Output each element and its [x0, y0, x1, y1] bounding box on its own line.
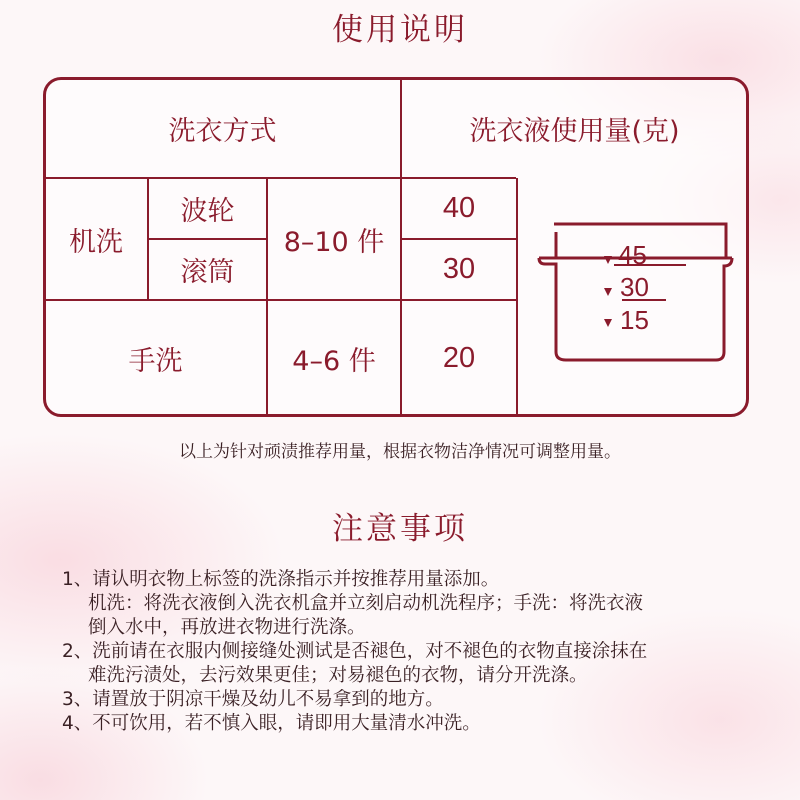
- drum-label: 滚筒: [180, 257, 235, 288]
- note-line: 难洗污渍处，去污效果更佳；对易褪色的衣物，请分开洗涤。: [88, 665, 588, 686]
- header-wash-method: 洗衣方式: [168, 115, 277, 147]
- note-line: 3、请置放于阴凉干燥及幼儿不易拿到的地方。: [62, 689, 444, 710]
- note-line: 1、请认明衣物上标签的洗涤指示并按推荐用量添加。: [62, 569, 500, 590]
- machine-load-count: 8–10 件: [283, 226, 385, 258]
- drum-amount: 30: [442, 253, 476, 285]
- machine-wash-label: 机洗: [69, 226, 123, 258]
- note-line: 机洗：将洗衣液倒入洗衣机盒并立刻启动机洗程序；手洗：将洗衣液: [88, 593, 644, 614]
- note-line: 4、不可饮用，若不慎入眼，请即用大量清水冲洗。: [62, 713, 481, 734]
- measuring-cup-icon: [536, 222, 736, 368]
- hand-load-count: 4–6 件: [292, 345, 376, 377]
- header-detergent-amount: 洗衣液使用量(克): [469, 115, 680, 147]
- hand-wash-label: 手洗: [128, 345, 183, 377]
- notes-list: [62, 568, 762, 736]
- table-divider-amount: [516, 178, 518, 415]
- note-line: 2、洗前请在衣服内侧接缝处测试是否褪色，对不褪色的衣物直接涂抹在: [62, 641, 648, 662]
- hand-amount: 20: [442, 341, 476, 374]
- notes-title: 注意事项: [332, 511, 468, 547]
- cup-mark-45: 45: [618, 240, 647, 270]
- impeller-amount: 40: [442, 192, 476, 224]
- cup-mark-30: 30: [620, 272, 649, 302]
- note-line: 倒入水中，再放进衣物进行洗涤。: [88, 617, 366, 638]
- impeller-label: 波轮: [180, 196, 235, 227]
- cup-mark-15: 15: [620, 305, 649, 335]
- usage-title: 使用说明: [332, 12, 468, 48]
- recommendation-note: 以上为针对顽渍推荐用量，根据衣物洁净情况可调整用量。: [179, 442, 621, 462]
